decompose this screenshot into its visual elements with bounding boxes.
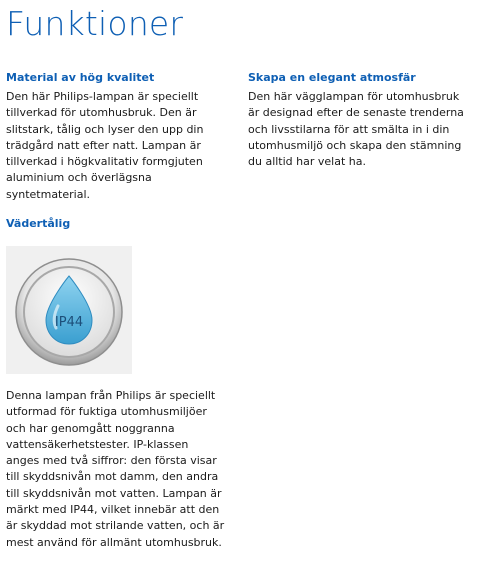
weather-heading: Vädertålig [6, 217, 71, 230]
water-drop-icon [6, 246, 132, 374]
ip44-badge [6, 246, 132, 374]
section-material [6, 70, 241, 203]
atmosphere-body: Den här vägglampan för utomhusbruk är designad efter de senaste trenderna och livsstilarna för att smälta in i din utomhusmiljö och skapa den stämning du alltid har velat ha. [248, 90, 464, 169]
atmosphere-heading: Skapa en elegant atmosfär [248, 71, 416, 84]
page-title: Funktioner [6, 4, 184, 43]
section-atmosphere [248, 70, 483, 170]
ip44-label: IP44 [54, 315, 84, 330]
weather-body: Denna lampan från Philips är speciellt utformad för fuktiga utomhusmiljöer och har genomgått noggranna vattensäkerhetstester. IP-klassen anges med två siffror: den första visar till skyddsnivån mot damm, den andra till skyddsnivån mot vatten. Lampan är märkt med IP44, vilket innebär att den är skyddad mot strilande vatten, och är mest använd för allmänt utomhusbruk. [6, 389, 225, 549]
material-heading: Material av hög kvalitet [6, 71, 155, 84]
material-body: Den här Philips-lampan är speciellt tillverkad för utomhusbruk. Den är slitstark, tålig och lyser den upp din trädgård natt efter natt. Lampan är tillverkad i högkvalitativ formgjuten aluminium och överlägsna syntetmaterial. [6, 90, 204, 201]
